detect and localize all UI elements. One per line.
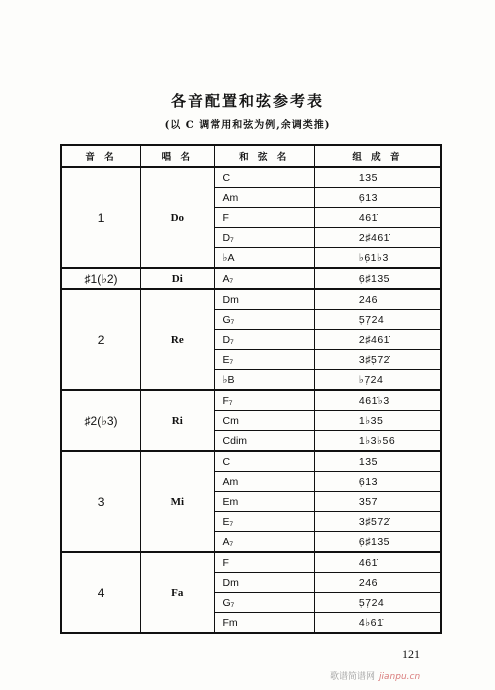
chord-tones-cell: 2♯461̇ — [314, 330, 441, 350]
chord-name-cell: Am — [214, 472, 314, 492]
chord-name-cell: G₇ — [214, 593, 314, 613]
chord-name-cell: ♭B — [214, 370, 314, 391]
chord-name-cell: ♭A — [214, 248, 314, 269]
chord-tones-cell: 461̇ — [314, 208, 441, 228]
chord-name-cell: Dm — [214, 289, 314, 310]
chord-tones-cell: 461̇♭3 — [314, 390, 441, 411]
chord-tones-cell: 461̇ — [314, 552, 441, 573]
chord-tones-cell: 246 — [314, 573, 441, 593]
watermark — [330, 669, 420, 682]
chord-tones-cell: 5̣7̣24 — [314, 593, 441, 613]
table-row — [61, 167, 441, 188]
chord-name-cell: Cdim — [214, 431, 314, 452]
chord-name-cell: A₇ — [214, 268, 314, 289]
chord-name-cell: D₇ — [214, 228, 314, 248]
chord-name-cell: Fm — [214, 613, 314, 634]
chord-name-cell: C — [214, 167, 314, 188]
chord-name-cell: Em — [214, 492, 314, 512]
note-name-cell: 3 — [61, 451, 141, 552]
chord-tones-cell: ♭7̣24 — [314, 370, 441, 391]
chord-name-cell: F — [214, 552, 314, 573]
chord-tones-cell: 1♭3♭56 — [314, 431, 441, 452]
note-name-cell: 1 — [61, 167, 141, 268]
table-body — [61, 167, 441, 633]
table-row — [61, 451, 441, 472]
table-row — [61, 390, 441, 411]
chord-tones-cell: 1♭35 — [314, 411, 441, 431]
chord-tones-cell: ♭6̣1♭3 — [314, 248, 441, 269]
chord-name-cell: Dm — [214, 573, 314, 593]
chord-name-cell: E₇ — [214, 512, 314, 532]
chord-name-cell: A₇ — [214, 532, 314, 553]
chord-name-cell: Cm — [214, 411, 314, 431]
chord-tones-cell: 6̣13 — [314, 188, 441, 208]
page-title: 各音配置和弦参考表 — [170, 92, 324, 110]
chord-tones-cell: 135 — [314, 451, 441, 472]
note-name-cell: ♯2(♭3) — [61, 390, 141, 451]
chord-tones-cell: 3♯5̣72̇ — [314, 350, 441, 370]
chord-reference-table — [60, 144, 442, 634]
page-number: 121 — [402, 647, 420, 661]
solfege-name-cell: Re — [141, 289, 214, 390]
table-row — [61, 289, 441, 310]
chord-tones-cell: 6̣♯135 — [314, 268, 441, 289]
chord-tones-cell: 5̣7̣24 — [314, 310, 441, 330]
chord-name-cell: G₇ — [214, 310, 314, 330]
note-name-cell: ♯1(♭2) — [61, 268, 141, 289]
chord-name-cell: D₇ — [214, 330, 314, 350]
solfege-name-cell: Di — [141, 268, 214, 289]
chord-tones-cell: 6̣13 — [314, 472, 441, 492]
table-row — [61, 552, 441, 573]
table-row — [61, 268, 441, 289]
note-name-cell: 2 — [61, 289, 141, 390]
chord-tones-cell: 357 — [314, 492, 441, 512]
watermark-text: 歌谱简谱网 — [330, 672, 376, 682]
chord-tones-cell: 4♭61̇ — [314, 613, 441, 634]
chord-name-cell: F₇ — [214, 390, 314, 411]
chord-name-cell: Am — [214, 188, 314, 208]
header-note-name: 音 名 — [61, 145, 141, 167]
solfege-name-cell: Do — [141, 167, 214, 268]
table-header-row — [61, 145, 441, 167]
note-name-cell: 4 — [61, 552, 141, 633]
chord-tones-cell: 135 — [314, 167, 441, 188]
watermark-url: jianpu.cn — [379, 672, 421, 682]
solfege-name-cell: Fa — [141, 552, 214, 633]
header-chord-name: 和 弦 名 — [214, 145, 314, 167]
solfege-name-cell: Ri — [141, 390, 214, 451]
chord-tones-cell: 6̣♯135 — [314, 532, 441, 553]
chord-name-cell: C — [214, 451, 314, 472]
chord-tones-cell: 2♯461̇ — [314, 228, 441, 248]
chord-name-cell: E₇ — [214, 350, 314, 370]
chord-tones-cell: 3♯572̇ — [314, 512, 441, 532]
page-subtitle: (以 C 调常用和弦为例,余调类推) — [164, 120, 331, 131]
solfege-name-cell: Mi — [141, 451, 214, 552]
header-solfege-name: 唱 名 — [141, 145, 214, 167]
chord-tones-cell: 246 — [314, 289, 441, 310]
chord-name-cell: F — [214, 208, 314, 228]
header-chord-tones: 组 成 音 — [314, 145, 441, 167]
